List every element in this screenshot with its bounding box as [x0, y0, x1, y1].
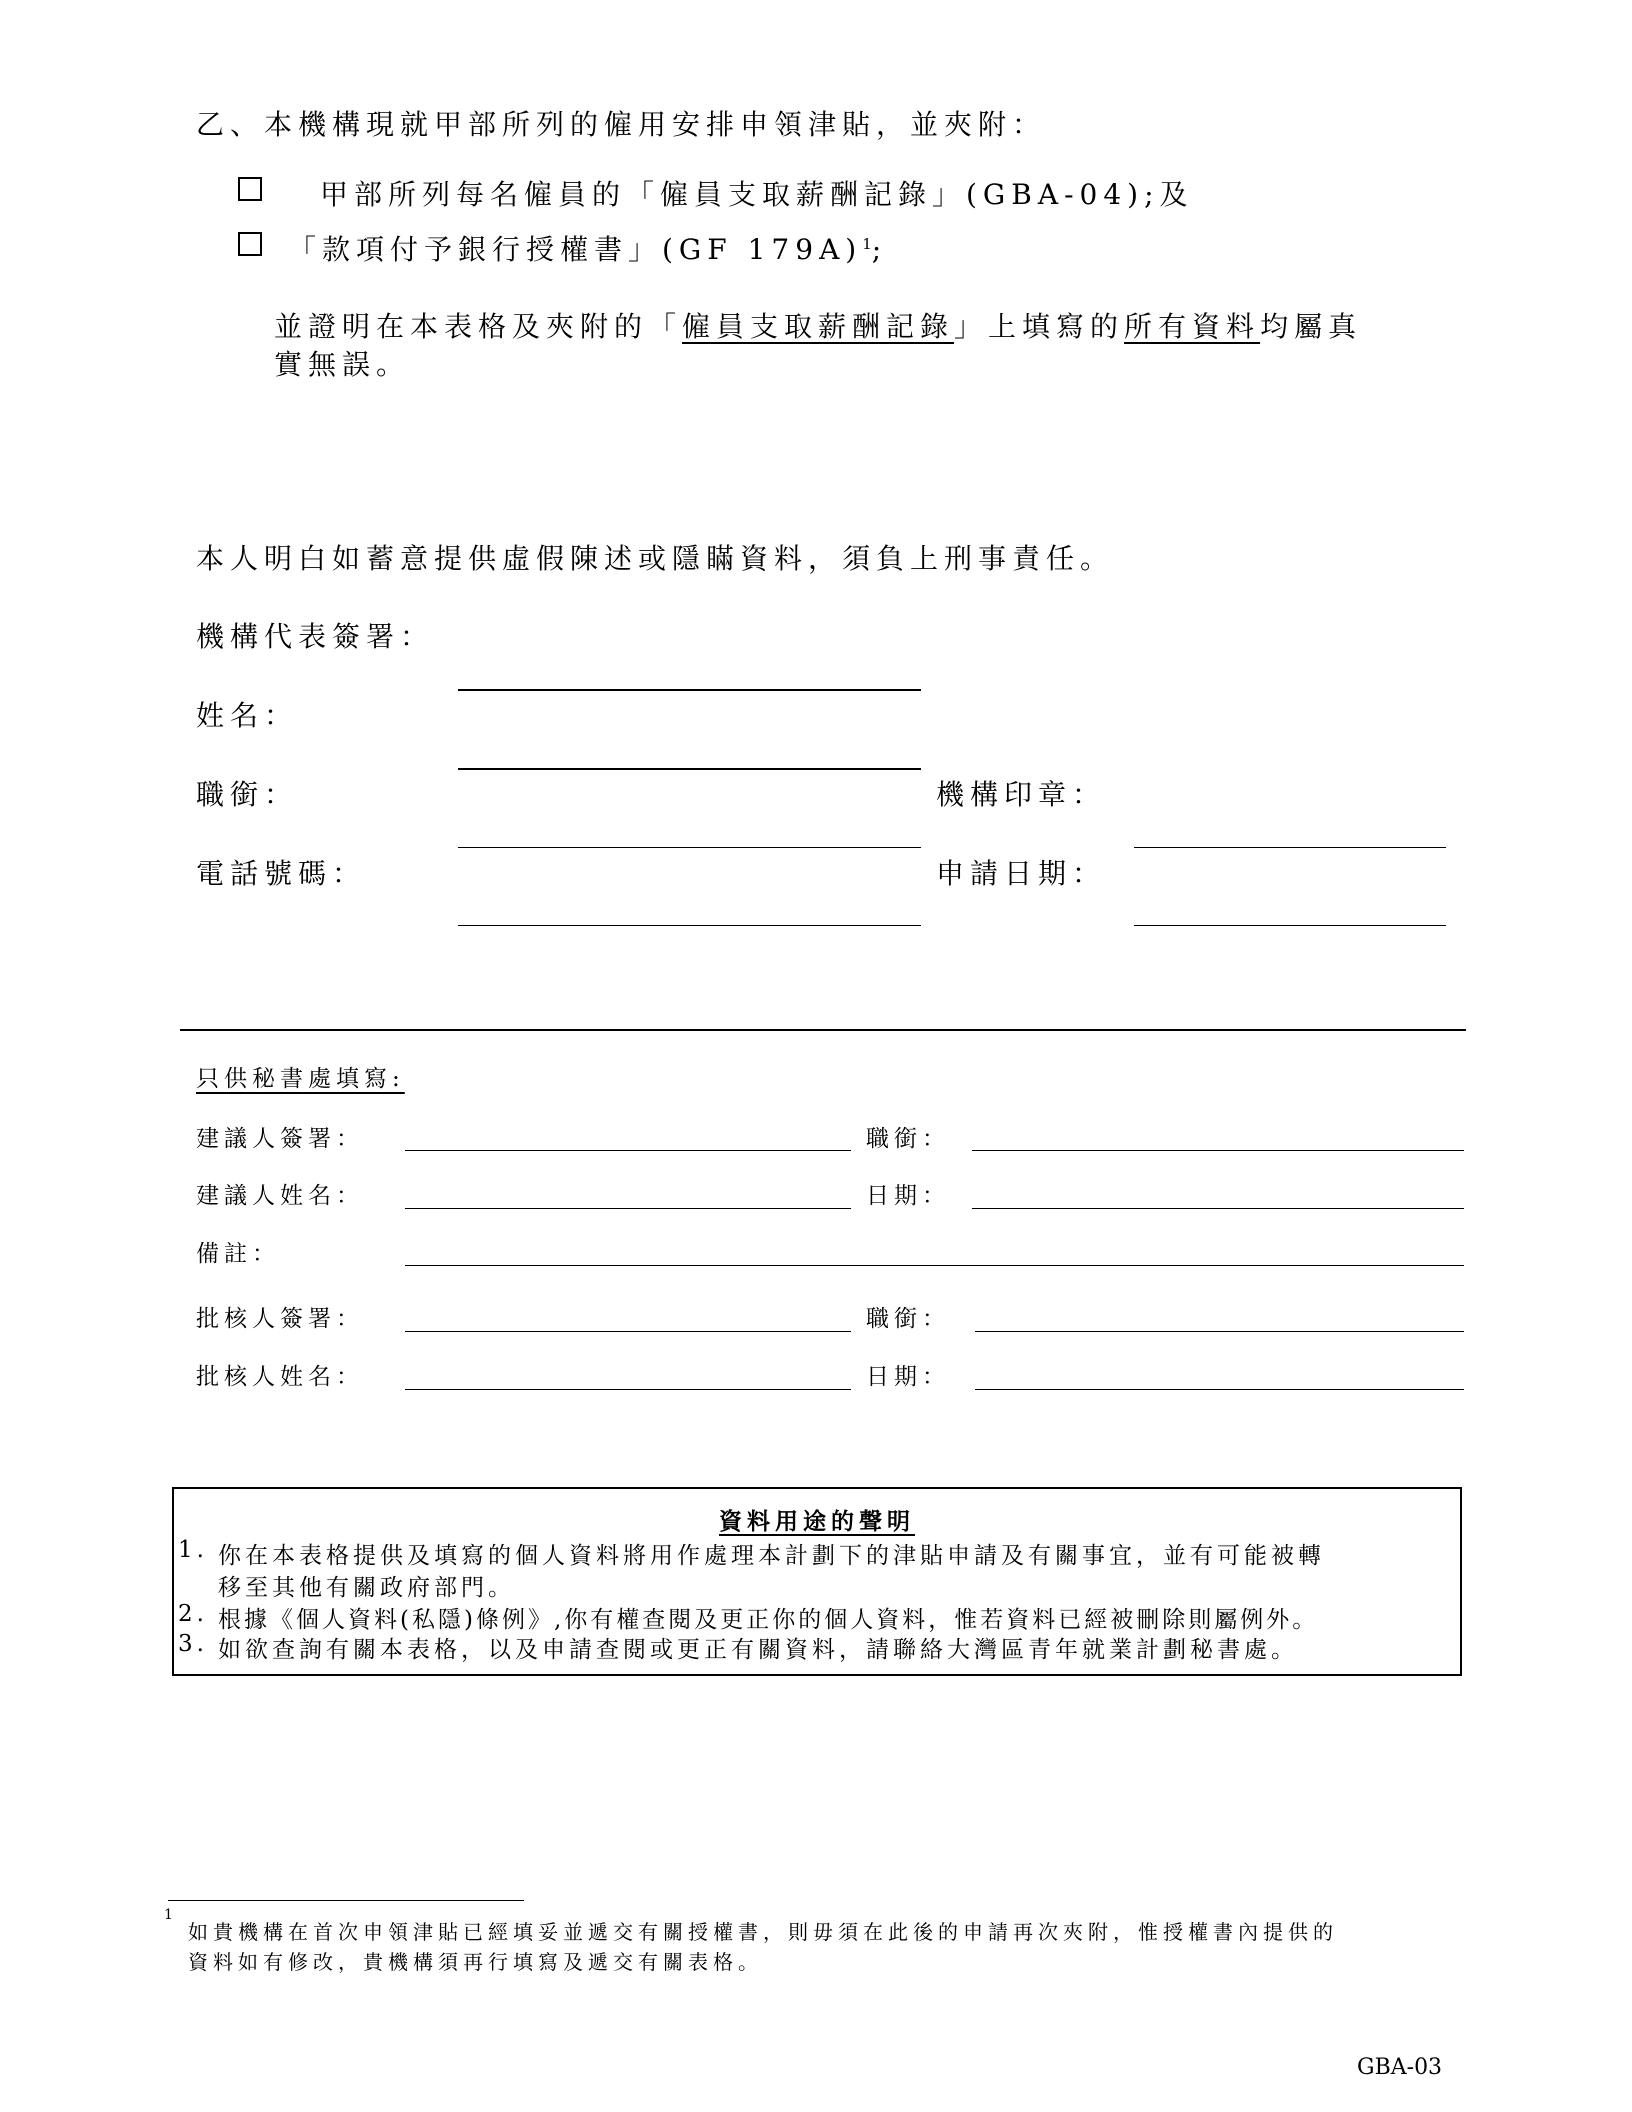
footnote-marker: 1: [164, 1907, 173, 1923]
approver-sign-line[interactable]: [405, 1331, 851, 1332]
checkbox-bank-authorization[interactable]: [238, 232, 262, 256]
name-line[interactable]: [458, 768, 921, 770]
approver-date-label: 日期：: [866, 1364, 950, 1390]
notice-item-1-line-2: 移至其他有關政府部門。: [218, 1575, 515, 1601]
approver-name-line[interactable]: [405, 1389, 851, 1390]
form-code: GBA-03: [1357, 2055, 1443, 2080]
certify-all-info: 所有資料: [1124, 310, 1261, 343]
approver-date-line[interactable]: [975, 1389, 1464, 1390]
title-line[interactable]: [458, 847, 921, 848]
personal-data-notice: [172, 1487, 1462, 1676]
footnote-line-1: 如貴機構在首次申領津貼已經填妥並遞交有關授權書，則毋須在此後的申請再次夾附，惟授權書內提供的: [188, 1920, 1338, 1944]
notice-item-3-number: 3.: [178, 1631, 208, 1657]
section-b-heading: 乙、本機構現就甲部所列的僱用安排申領津貼，並夾附：: [196, 108, 1047, 141]
notice-item-1-line-1: 你在本表格提供及填寫的個人資料將用作處理本計劃下的津貼申請及有關事宜，並有可能被轉: [218, 1543, 1325, 1569]
secretariat-heading: 只供秘書處填寫:: [196, 1066, 405, 1092]
certify-part2: 」上填寫的: [954, 310, 1125, 343]
notice-item-3: 如欲查詢有關本表格，以及申請查閱或更正有關資料，請聯絡大灣區青年就業計劃秘書處。: [218, 1637, 1298, 1663]
approver-title-line[interactable]: [975, 1331, 1464, 1332]
recommender-date-label: 日期：: [866, 1183, 950, 1209]
bank-authorization-text: 「款項付予銀行授權書」(GF 179A): [288, 233, 863, 266]
signatory-heading: 機構代表簽署：: [196, 620, 435, 653]
footnote-separator: [168, 1900, 524, 1901]
certify-part3: 均屬真: [1260, 310, 1363, 343]
notice-item-1-number: 1.: [178, 1537, 208, 1563]
bank-authorization-tail: ;: [871, 233, 888, 266]
remarks-line[interactable]: [405, 1265, 1464, 1266]
recommender-sign-line[interactable]: [405, 1150, 851, 1151]
remarks-label: 備註：: [196, 1241, 280, 1267]
recommender-title-label: 職銜：: [866, 1126, 950, 1152]
notice-item-2-number: 2.: [178, 1601, 208, 1627]
certification-line-1: [274, 305, 1362, 345]
checkbox-salary-records[interactable]: [238, 177, 262, 201]
recommender-sign-label: 建議人簽署：: [196, 1126, 364, 1152]
application-date-label: 申請日期：: [936, 857, 1107, 890]
section-divider: [180, 1029, 1466, 1031]
footnote-ref: 1: [862, 235, 872, 253]
recommender-name-line[interactable]: [405, 1208, 851, 1209]
company-chop-label: 機構印章：: [936, 778, 1107, 811]
notice-title: 資料用途的聲明: [719, 1508, 915, 1535]
approver-title-label: 職銜：: [866, 1306, 950, 1332]
approver-sign-label: 批核人簽署：: [196, 1306, 364, 1332]
company-chop-line[interactable]: [1134, 847, 1446, 848]
phone-label: 電話號碼：: [196, 857, 367, 890]
title-label: 職銜：: [196, 778, 299, 811]
declaration-text: 本人明白如蓄意提供虛假陳述或隱瞞資料，須負上刑事責任。: [196, 542, 1115, 575]
recommender-date-line[interactable]: [972, 1208, 1464, 1209]
checkbox-salary-records-label: 甲部所列每名僱員的「僱員支取薪酬記錄」(GBA-04);及: [320, 178, 1194, 211]
recommender-name-label: 建議人姓名：: [196, 1183, 364, 1209]
footnote-line-2: 資料如有修改，貴機構須再行填寫及遞交有關表格。: [188, 1950, 763, 1974]
name-label: 姓名：: [196, 699, 299, 732]
phone-line[interactable]: [458, 925, 921, 926]
recommender-title-line[interactable]: [972, 1150, 1464, 1151]
certification-line-2: 實無誤。: [274, 348, 411, 381]
certify-salary-records: 僱員支取薪酬記錄: [682, 310, 955, 343]
checkbox-bank-authorization-label: [288, 228, 887, 268]
approver-name-label: 批核人姓名：: [196, 1364, 364, 1390]
notice-item-2: 根據《個人資料(私隱)條例》,你有權查閱及更正你的個人資料，惟若資料已經被刪除則屬例外。: [218, 1607, 1319, 1633]
signature-line[interactable]: [458, 689, 921, 691]
application-date-line[interactable]: [1134, 925, 1446, 926]
certify-part1: 並證明在本表格及夾附的「: [274, 310, 683, 343]
